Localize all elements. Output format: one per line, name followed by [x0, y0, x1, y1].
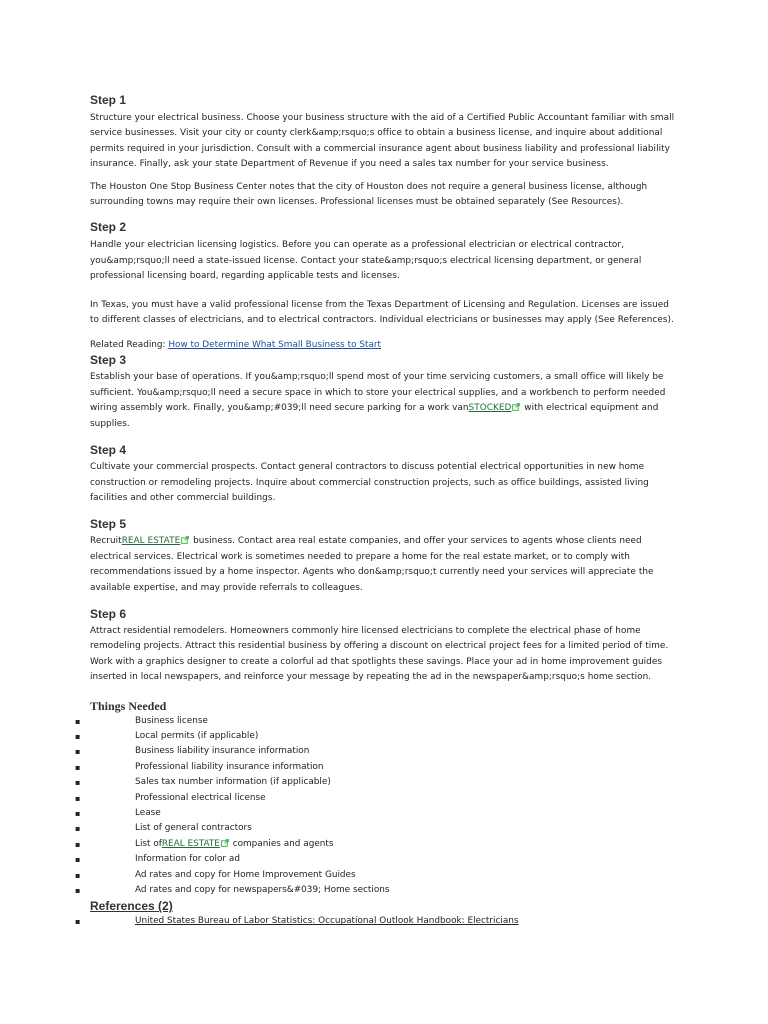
step-4-paragraph: Cultivate your commercial prospects. Contact general contractors to discuss potential electrical opportunities in new home construction or remodeling projects. Inquire about commercial construction projects, such as office buildings, assisted living facilities and other commercial buildings. — [90, 462, 649, 503]
step-4-heading: Step 4 — [90, 443, 127, 458]
bullet-icon: ▪ — [75, 762, 81, 772]
bullet-icon: ▪ — [75, 870, 81, 880]
bullet-icon: ▪ — [75, 839, 81, 849]
reference-link[interactable]: United States Bureau of Labor Statistics: Occupational Outlook Handbook: Electricians — [135, 916, 519, 927]
external-link-icon[interactable] — [221, 839, 229, 847]
step-1-paragraph-1: Structure your electrical business. Choose your business structure with the aid of a Certified Public Accountant familiar with small service businesses. Visit your city or county clerk&amp;rsquo;s office to obtain a business license, and inquire about additional permits required in your jurisdiction. Consult with a commercial insurance agent about business liability and professional liability insurance. Finally, ask your state Department of Revenue if you need a sales tax number for your service business. — [90, 113, 675, 170]
external-link-icon[interactable] — [512, 403, 520, 411]
list-item: ▪ Business liability insurance information — [75, 744, 665, 759]
list-item: ▪ List ofREAL ESTATE companies and agents — [75, 837, 665, 852]
real-estate-keyword-link[interactable]: REAL ESTATE — [121, 536, 181, 547]
bullet-icon: ▪ — [75, 731, 81, 741]
step-6-paragraph: Attract residential remodelers. Homeowners commonly hire licensed electricians to complete the electrical phase of home remodeling projects. Attract this residential business by offering a discount on electrical project fees for a limited period of time. Work with a graphics designer to create a colorful ad that spotlights these savings. Place your ad in home improvement guides inserted in local newspapers, and reinforce your message by repeating the ad in the newspaper&amp;rsquo;s home section. — [90, 625, 669, 683]
list-item: ▪ List of general contractors — [75, 821, 665, 836]
list-item: ▪ Ad rates and copy for Home Improvement Guides — [75, 868, 665, 883]
things-needed-heading: Things Needed — [90, 698, 167, 713]
step-3-text-after: with electrical equipment and supplies. — [90, 403, 659, 429]
step-2-paragraph-1: Handle your electrician licensing logistics. Before you can operate as a professional electrician or electrical contractor, you&amp;rsquo;ll need a state-issued license. Contact your state&amp;rsquo;s electrical licensing department, or general professional licensing board, regarding applicable tests and licenses. — [90, 240, 642, 282]
step-5-heading: Step 5 — [90, 517, 127, 532]
list-item: ▪ Local permits (if applicable) — [75, 729, 665, 744]
related-reading — [90, 338, 680, 352]
related-reading-label: Related Reading: — [90, 340, 166, 351]
step-3-heading: Step 3 — [90, 353, 127, 368]
bullet-icon: ▪ — [75, 793, 81, 803]
step-5-text-before: Recruit — [90, 536, 122, 547]
list-item: ▪ Information for color ad — [75, 852, 665, 867]
list-item — [75, 914, 665, 929]
step-6-heading: Step 6 — [90, 606, 127, 621]
list-item: ▪ Ad rates and copy for newspapers&#039; Home sections — [75, 883, 665, 898]
bullet-icon: ▪ — [75, 824, 81, 834]
external-link-icon[interactable] — [181, 536, 189, 544]
step-2-paragraph-2: In Texas, you must have a valid professional license from the Texas Department of Licensing and Regulation. Licenses are issued to different classes of electricians, and to electrical contractors. Individual electricians or businesses may apply (See References). — [90, 299, 674, 326]
step-5-paragraph — [90, 534, 680, 596]
related-reading-link[interactable]: How to Determine What Small Business to Start — [168, 340, 382, 351]
article — [75, 92, 680, 930]
real-estate-keyword-link[interactable]: REAL ESTATE — [161, 838, 220, 849]
list-item: ▪ Professional electrical license — [75, 791, 665, 806]
list-item: ▪ Lease — [75, 806, 665, 821]
stocked-keyword-link[interactable]: STOCKED — [468, 403, 512, 414]
list-item: ▪ Business license — [75, 714, 665, 729]
bullet-icon: ▪ — [75, 747, 81, 757]
step-2-heading: Step 2 — [90, 220, 127, 235]
bullet-icon: ▪ — [75, 809, 81, 818]
bullet-icon: ▪ — [75, 778, 81, 788]
references-heading[interactable]: References (2) — [90, 899, 173, 914]
step-3-text-before: Establish your base of operations. If you&amp;rsquo;ll spend most of your time servicing customers, a small office will likely be sufficient. You&amp;rsquo;ll need a secure space in which to store your electrical supplies, and a workbench to perform needed wiring assembly work. Finally, you&amp;#039;ll need secure parking for a work van — [90, 372, 666, 414]
step-5-text-after: business. Contact area real estate companies, and offer your services to agents whose clients need electrical services. Electrical work is sometimes needed to prepare a home for the real estate market, or to comply with recommendations issued by a home inspector. Agents who don&amp;rsquo;t currently need your services will appreciate the available expertise, and may provide referrals to colleagues. — [90, 536, 654, 593]
list-item: ▪ Professional liability insurance information — [75, 760, 665, 775]
things-needed-list — [75, 714, 665, 899]
bullet-icon: ▪ — [75, 855, 81, 865]
references-list — [75, 914, 665, 929]
step-3-paragraph — [90, 370, 680, 432]
list-item: ▪ Sales tax number information (if applicable) — [75, 775, 665, 790]
bullet-icon: ▪ — [75, 917, 81, 927]
bullet-icon: ▪ — [75, 886, 81, 896]
step-1-paragraph-2: The Houston One Stop Business Center notes that the city of Houston does not require a general business license, although surrounding towns may require their own licenses. Professional licenses must be obtained separately (See Resources). — [90, 181, 648, 208]
bullet-icon: ▪ — [75, 716, 81, 726]
step-1-heading: Step 1 — [90, 93, 127, 107]
